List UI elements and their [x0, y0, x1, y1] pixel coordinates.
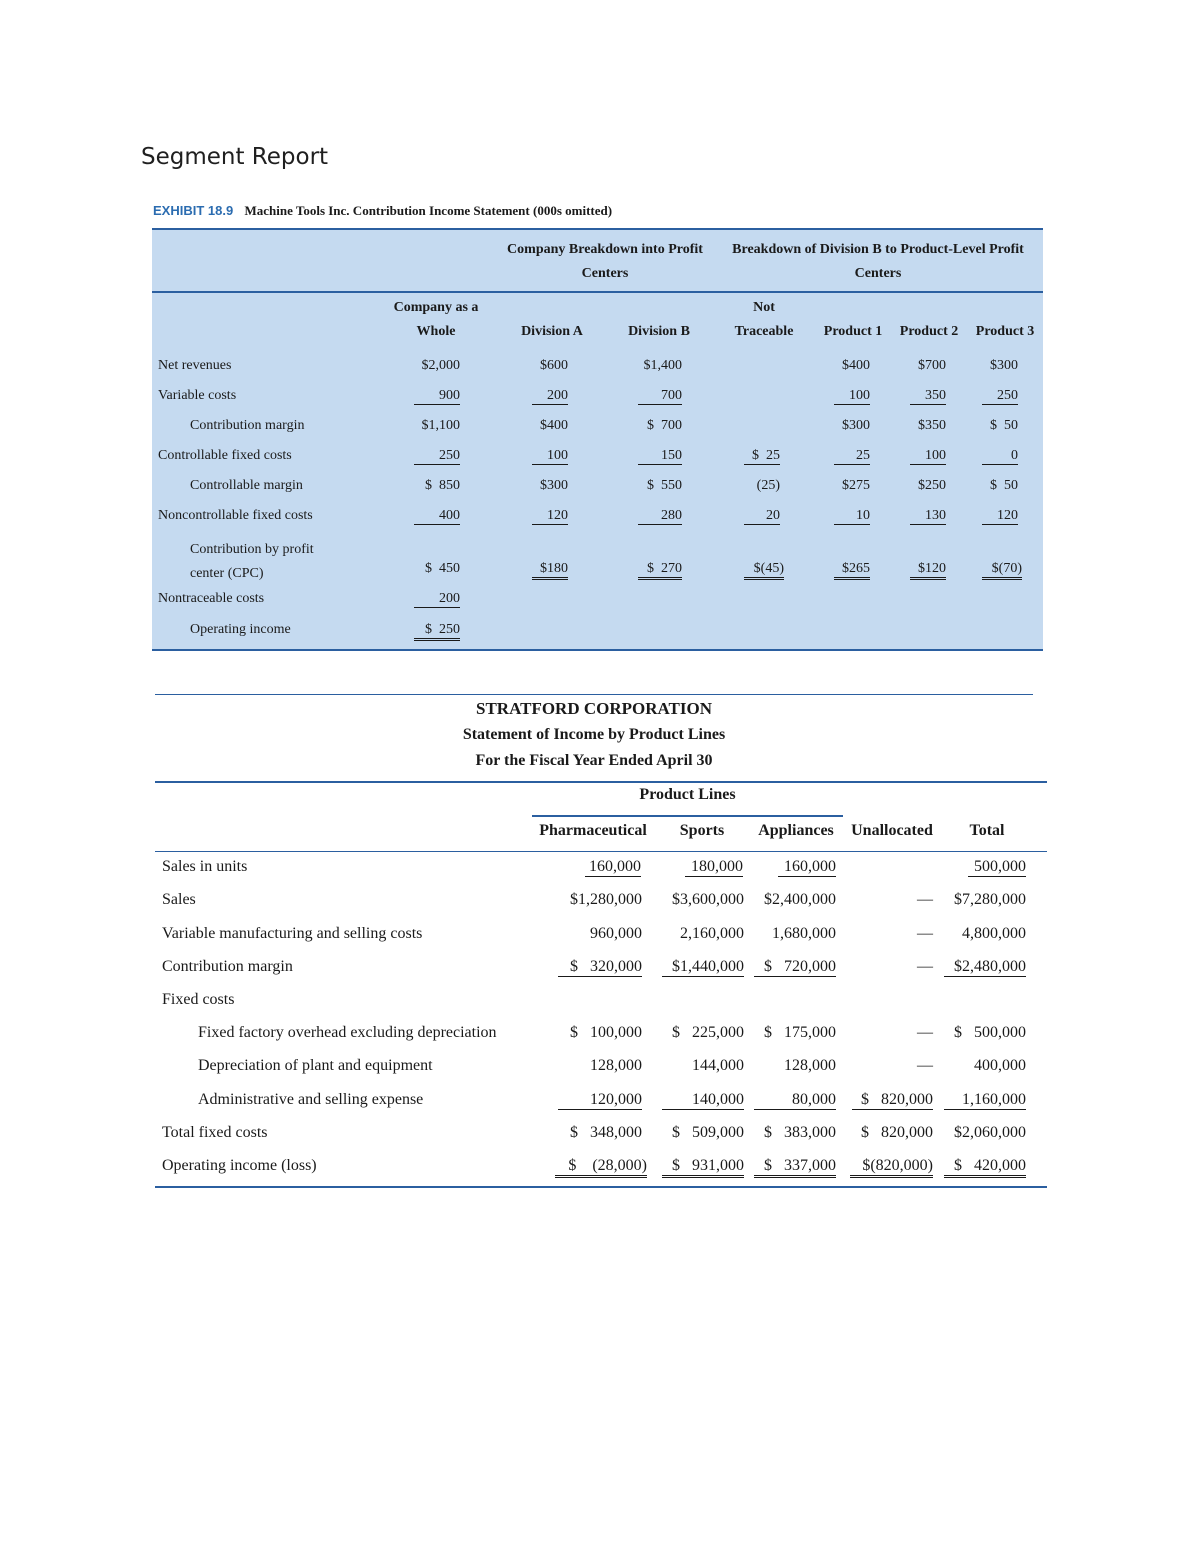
col-header-sports: Sports — [679, 822, 725, 839]
col-header-unallocated: Unallocated — [851, 822, 933, 839]
cell-ffo-total: $ 500,000 — [954, 1024, 1026, 1041]
cell-tfc-unallocated: $ 820,000 — [861, 1124, 933, 1141]
row-label-admin-selling: Administrative and selling expense — [198, 1091, 424, 1108]
cell-admin-pharmaceutical: 120,000 — [558, 1091, 642, 1110]
cell-cpc-division-b: $ 270 — [638, 561, 682, 580]
cell-controllable-margin-product-2: $250 — [918, 478, 946, 493]
cell-oi-unallocated: $(820,000) — [850, 1157, 933, 1178]
row-label-controllable-margin: Controllable margin — [190, 478, 303, 493]
row-label-contribution-margin: Contribution margin — [162, 958, 293, 975]
cell-sales-total: $7,280,000 — [954, 891, 1026, 908]
statement-top-rule — [155, 694, 1033, 695]
cell-oi-appliances: $ 337,000 — [754, 1157, 836, 1178]
cell-tfc-pharmaceutical: $ 348,000 — [570, 1124, 642, 1141]
group-header-division-b-breakdown: Breakdown of Division B to Product-Level Profit Centers — [732, 242, 1024, 281]
cell-controllable-fixed-company: 250 — [414, 448, 460, 465]
cell-variable-costs-product-3: 250 — [982, 388, 1018, 405]
cell-dep-total: 400,000 — [974, 1057, 1026, 1074]
statement-title: Statement of Income by Product Lines — [462, 726, 726, 743]
exhibit-table — [152, 228, 1043, 651]
cell-controllable-fixed-not-traceable: $ 25 — [744, 448, 780, 465]
col-header-pharmaceutical: Pharmaceutical — [539, 822, 647, 839]
cell-controllable-margin-division-a: $300 — [540, 478, 568, 493]
row-label-sales-units: Sales in units — [162, 858, 248, 875]
column-header-rule — [155, 851, 1047, 852]
cell-cpc-not-traceable: $(45) — [744, 561, 784, 580]
row-label-noncontrollable-fixed-costs: Noncontrollable fixed costs — [158, 508, 313, 523]
cell-net-revenues-division-b: $1,400 — [643, 358, 682, 373]
cell-noncontrollable-fixed-division-b: 280 — [638, 508, 682, 525]
col-header-appliances: Appliances — [758, 822, 834, 839]
cell-contribution-margin-division-a: $400 — [540, 418, 568, 433]
cell-cm-sports: $1,440,000 — [662, 958, 744, 977]
cell-units-sports: 180,000 — [685, 858, 743, 877]
row-label-total-fixed-costs: Total fixed costs — [162, 1124, 268, 1141]
cell-cpc-product-1: $265 — [834, 561, 870, 580]
cell-oi-total: $ 420,000 — [944, 1157, 1026, 1178]
col-header-product-2: Product 2 — [899, 324, 959, 339]
cell-admin-unallocated: $ 820,000 — [852, 1091, 933, 1110]
cell-cm-total: $2,480,000 — [944, 958, 1026, 977]
col-header-division-b: Division B — [628, 324, 690, 339]
cell-controllable-fixed-product-1: 25 — [834, 448, 870, 465]
row-label-variable-costs: Variable manufacturing and selling costs — [162, 925, 423, 942]
row-label-controllable-fixed-costs: Controllable fixed costs — [158, 448, 292, 463]
exhibit-caption — [153, 203, 612, 219]
cell-net-revenues-product-3: $300 — [990, 358, 1018, 373]
cell-cpc-division-a: $180 — [532, 561, 568, 580]
cell-noncontrollable-fixed-product-2: 130 — [910, 508, 946, 525]
cell-controllable-margin-product-3: $ 50 — [990, 478, 1018, 493]
cell-contribution-margin-product-1: $300 — [842, 418, 870, 433]
cell-sales-sports: $3,600,000 — [672, 891, 744, 908]
cell-controllable-margin-product-1: $275 — [842, 478, 870, 493]
cell-dep-unallocated: — — [917, 1057, 933, 1074]
cell-sales-unallocated: — — [917, 891, 933, 908]
cell-net-revenues-product-1: $400 — [842, 358, 870, 373]
cell-tfc-sports: $ 509,000 — [672, 1124, 744, 1141]
cell-cm-unallocated: — — [917, 958, 933, 975]
cell-noncontrollable-fixed-division-a: 120 — [532, 508, 568, 525]
statement-header-rule — [155, 781, 1047, 783]
cell-sales-pharmaceutical: $1,280,000 — [570, 891, 642, 908]
row-label-operating-income: Operating income — [190, 622, 291, 637]
cell-noncontrollable-fixed-product-1: 10 — [834, 508, 870, 525]
cell-dep-sports: 144,000 — [692, 1057, 744, 1074]
row-label-cpc: Contribution by profit center (CPC) — [190, 542, 314, 581]
cell-contribution-margin-company: $1,100 — [421, 418, 460, 433]
cell-noncontrollable-fixed-product-3: 120 — [982, 508, 1018, 525]
group-header-product-lines: Product Lines — [639, 786, 736, 803]
row-label-net-revenues: Net revenues — [158, 358, 232, 373]
cell-oi-sports: $ 931,000 — [662, 1157, 744, 1178]
group-header-company-breakdown: Company Breakdown into Profit Centers — [507, 242, 703, 281]
cell-controllable-margin-division-b: $ 550 — [647, 478, 682, 493]
cell-controllable-fixed-product-2: 100 — [910, 448, 946, 465]
cell-controllable-fixed-division-a: 100 — [532, 448, 568, 465]
cell-controllable-margin-not-traceable: (25) — [756, 478, 780, 493]
col-header-division-a: Division A — [521, 324, 583, 339]
cell-units-appliances: 160,000 — [778, 858, 836, 877]
cell-ffo-pharmaceutical: $ 100,000 — [570, 1024, 642, 1041]
cell-net-revenues-product-2: $700 — [918, 358, 946, 373]
exhibit-label: EXHIBIT 18.9 — [153, 203, 234, 218]
row-label-fixed-factory-overhead: Fixed factory overhead excluding depreciation — [198, 1024, 497, 1041]
cell-noncontrollable-fixed-not-traceable: 20 — [744, 508, 780, 525]
cell-ffo-unallocated: — — [917, 1024, 933, 1041]
cell-contribution-margin-product-3: $ 50 — [990, 418, 1018, 433]
cell-admin-total: 1,160,000 — [944, 1091, 1026, 1110]
cell-ffo-appliances: $ 175,000 — [764, 1024, 836, 1041]
cell-variable-unallocated: — — [917, 925, 933, 942]
group-header-rule — [152, 291, 1043, 293]
cell-cm-appliances: $ 720,000 — [754, 958, 836, 977]
cell-variable-costs-product-1: 100 — [834, 388, 870, 405]
cell-sales-appliances: $2,400,000 — [764, 891, 836, 908]
cell-controllable-fixed-product-3: 0 — [982, 448, 1018, 465]
cell-net-revenues-company: $2,000 — [421, 358, 460, 373]
cell-cpc-company: $ 450 — [425, 561, 460, 576]
row-label-nontraceable-costs: Nontraceable costs — [158, 591, 265, 606]
col-header-company-whole: Company as a Whole — [393, 300, 479, 339]
statement-bottom-rule — [155, 1186, 1047, 1188]
row-label-sales: Sales — [162, 891, 196, 908]
cell-admin-sports: 140,000 — [662, 1091, 744, 1110]
exhibit-title: Machine Tools Inc. Contribution Income Statement (000s omitted) — [244, 203, 613, 218]
cell-contribution-margin-division-b: $ 700 — [647, 418, 682, 433]
cell-variable-total: 4,800,000 — [962, 925, 1026, 942]
cell-controllable-fixed-division-b: 150 — [638, 448, 682, 465]
cell-controllable-margin-company: $ 850 — [425, 478, 460, 493]
row-label-fixed-costs: Fixed costs — [162, 991, 235, 1008]
col-header-product-1: Product 1 — [823, 324, 883, 339]
row-label-contribution-margin: Contribution margin — [190, 418, 305, 433]
page-heading: Segment Report — [141, 144, 329, 170]
row-label-depreciation: Depreciation of plant and equipment — [198, 1057, 433, 1074]
col-header-product-3: Product 3 — [975, 324, 1035, 339]
cell-variable-costs-division-b: 700 — [638, 388, 682, 405]
cell-dep-appliances: 128,000 — [784, 1057, 836, 1074]
statement-company: STRATFORD CORPORATION — [476, 699, 712, 718]
cell-variable-costs-company: 900 — [414, 388, 460, 405]
cell-units-pharmaceutical: 160,000 — [585, 858, 641, 877]
cell-net-revenues-division-a: $600 — [540, 358, 568, 373]
cell-tfc-total: $2,060,000 — [954, 1124, 1026, 1141]
cell-variable-appliances: 1,680,000 — [772, 925, 836, 942]
cell-tfc-appliances: $ 383,000 — [764, 1124, 836, 1141]
cell-ffo-sports: $ 225,000 — [672, 1024, 744, 1041]
product-lines-rule — [532, 815, 843, 817]
cell-variable-costs-division-a: 200 — [532, 388, 568, 405]
col-header-not-traceable: Not Traceable — [734, 300, 794, 339]
cell-nontraceable-company: 200 — [414, 591, 460, 608]
row-label-operating-income: Operating income (loss) — [162, 1157, 317, 1174]
cell-variable-sports: 2,160,000 — [680, 925, 744, 942]
cell-cpc-product-2: $120 — [910, 561, 946, 580]
statement-period: For the Fiscal Year Ended April 30 — [475, 752, 713, 769]
cell-variable-costs-product-2: 350 — [910, 388, 946, 405]
cell-units-total: 500,000 — [968, 858, 1026, 877]
cell-dep-pharmaceutical: 128,000 — [590, 1057, 642, 1074]
cell-cm-pharmaceutical: $ 320,000 — [558, 958, 642, 977]
cell-contribution-margin-product-2: $350 — [918, 418, 946, 433]
row-label-variable-costs: Variable costs — [158, 388, 237, 403]
cell-operating-income-company: $ 250 — [414, 622, 460, 641]
col-header-total: Total — [969, 822, 1005, 839]
cell-admin-appliances: 80,000 — [754, 1091, 836, 1110]
cell-variable-pharmaceutical: 960,000 — [590, 925, 642, 942]
cell-noncontrollable-fixed-company: 400 — [414, 508, 460, 525]
cell-oi-pharmaceutical: $ (28,000) — [555, 1157, 647, 1178]
cell-cpc-product-3: $(70) — [982, 561, 1022, 580]
